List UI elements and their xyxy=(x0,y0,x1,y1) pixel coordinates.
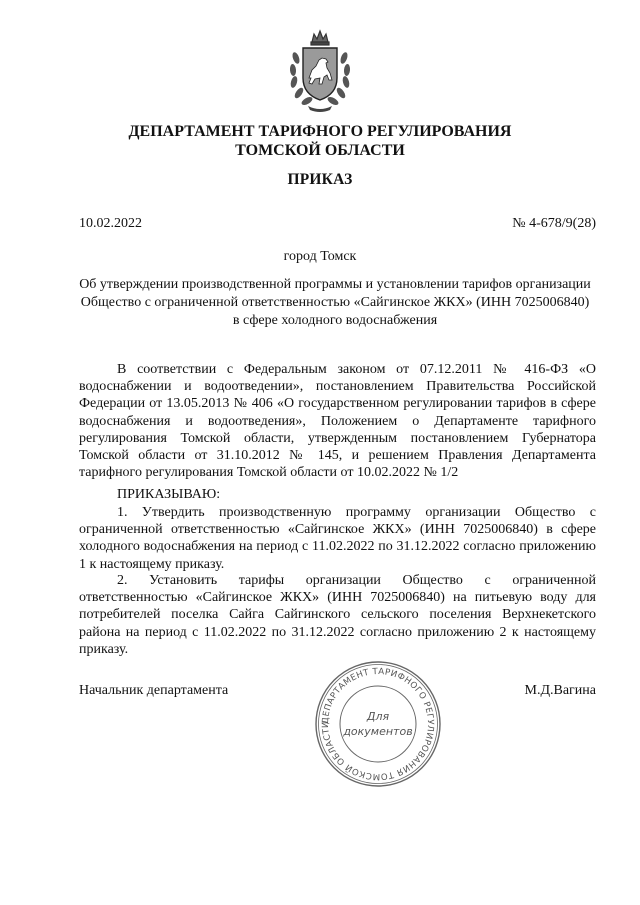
subject-line-2: Общество с ограниченной ответственностью «Сайгинское ЖКХ» (ИНН 7025006840) xyxy=(80,295,590,310)
signer-title: Начальник департамента xyxy=(79,683,229,698)
stamp-center-line-1: Для xyxy=(366,710,390,723)
department-title-line-2: ТОМСКОЙ ОБЛАСТИ xyxy=(235,142,405,159)
order-number: № 4-678/9(28) xyxy=(512,216,596,231)
subject-line-3: в сфере холодного водоснабжения xyxy=(232,313,438,328)
order-item-1: 1. Утвердить производственную программу организации Общество с ограниченной ответственностью «Сайгинское ЖКХ» (ИНН 7025006840) в сфере холодного водоснабжения на период с 11.02.2022 по 31.12.2022 согласно приложению 1 к настоящему приказу. xyxy=(79,505,596,572)
signer-name: М.Д.Вагина xyxy=(524,683,596,698)
preamble-paragraph: В соответствии с Федеральным законом от 07.12.2011 № 416-ФЗ «О водоснабжении и водоотведении», постановлением Правительства Российской Федерации от 13.05.2013 № 406 «О государственном регулировании тарифов в сфере водоснабжения и водоотведения», Положением о Департаменте тарифного регулирования Томской области, утвержденным постановлением Губернатора Томской области от 31.10.2012 № 145, и решением Правления Департамента тарифного регулирования Томской области от 10.02.2022 № 1/2 xyxy=(79,362,596,481)
stamp-center-line-2: документов xyxy=(343,725,413,738)
official-stamp-icon xyxy=(314,660,442,788)
city: город Томск xyxy=(283,249,357,264)
order-subject xyxy=(70,276,600,330)
order-date: 10.02.2022 xyxy=(79,216,142,231)
resolve-heading: ПРИКАЗЫВАЮ: xyxy=(117,487,221,502)
order-item-2: 2. Установить тарифы организации Общество с ограниченной ответственностью «Сайгинское ЖКХ» (ИНН 7025006840) на питьевую воду для потребителей поселка Сайга Сайгинского сельского поселения Верхнекетского района на период с 11.02.2022 по 31.12.2022 согласно приложению 2 к настоящему приказу. xyxy=(79,573,596,657)
department-title-line-1: ДЕПАРТАМЕНТ ТАРИФНОГО РЕГУЛИРОВАНИЯ xyxy=(128,123,512,140)
department-title xyxy=(0,122,640,160)
svg-text:ДЕПАРТАМЕНТ ТАРИФНОГО РЕГУЛИРО xyxy=(321,667,435,781)
coat-of-arms-icon xyxy=(286,28,354,112)
stamp-ring-text: ДЕПАРТАМЕНТ ТАРИФНОГО РЕГУЛИРОВАНИЯ ТОМСКОЙ ОБЛАСТИ xyxy=(320,666,436,782)
order-title: ПРИКАЗ xyxy=(287,171,353,188)
subject-line-1: Об утверждении производственной программы и установлении тарифов организации xyxy=(79,277,591,292)
